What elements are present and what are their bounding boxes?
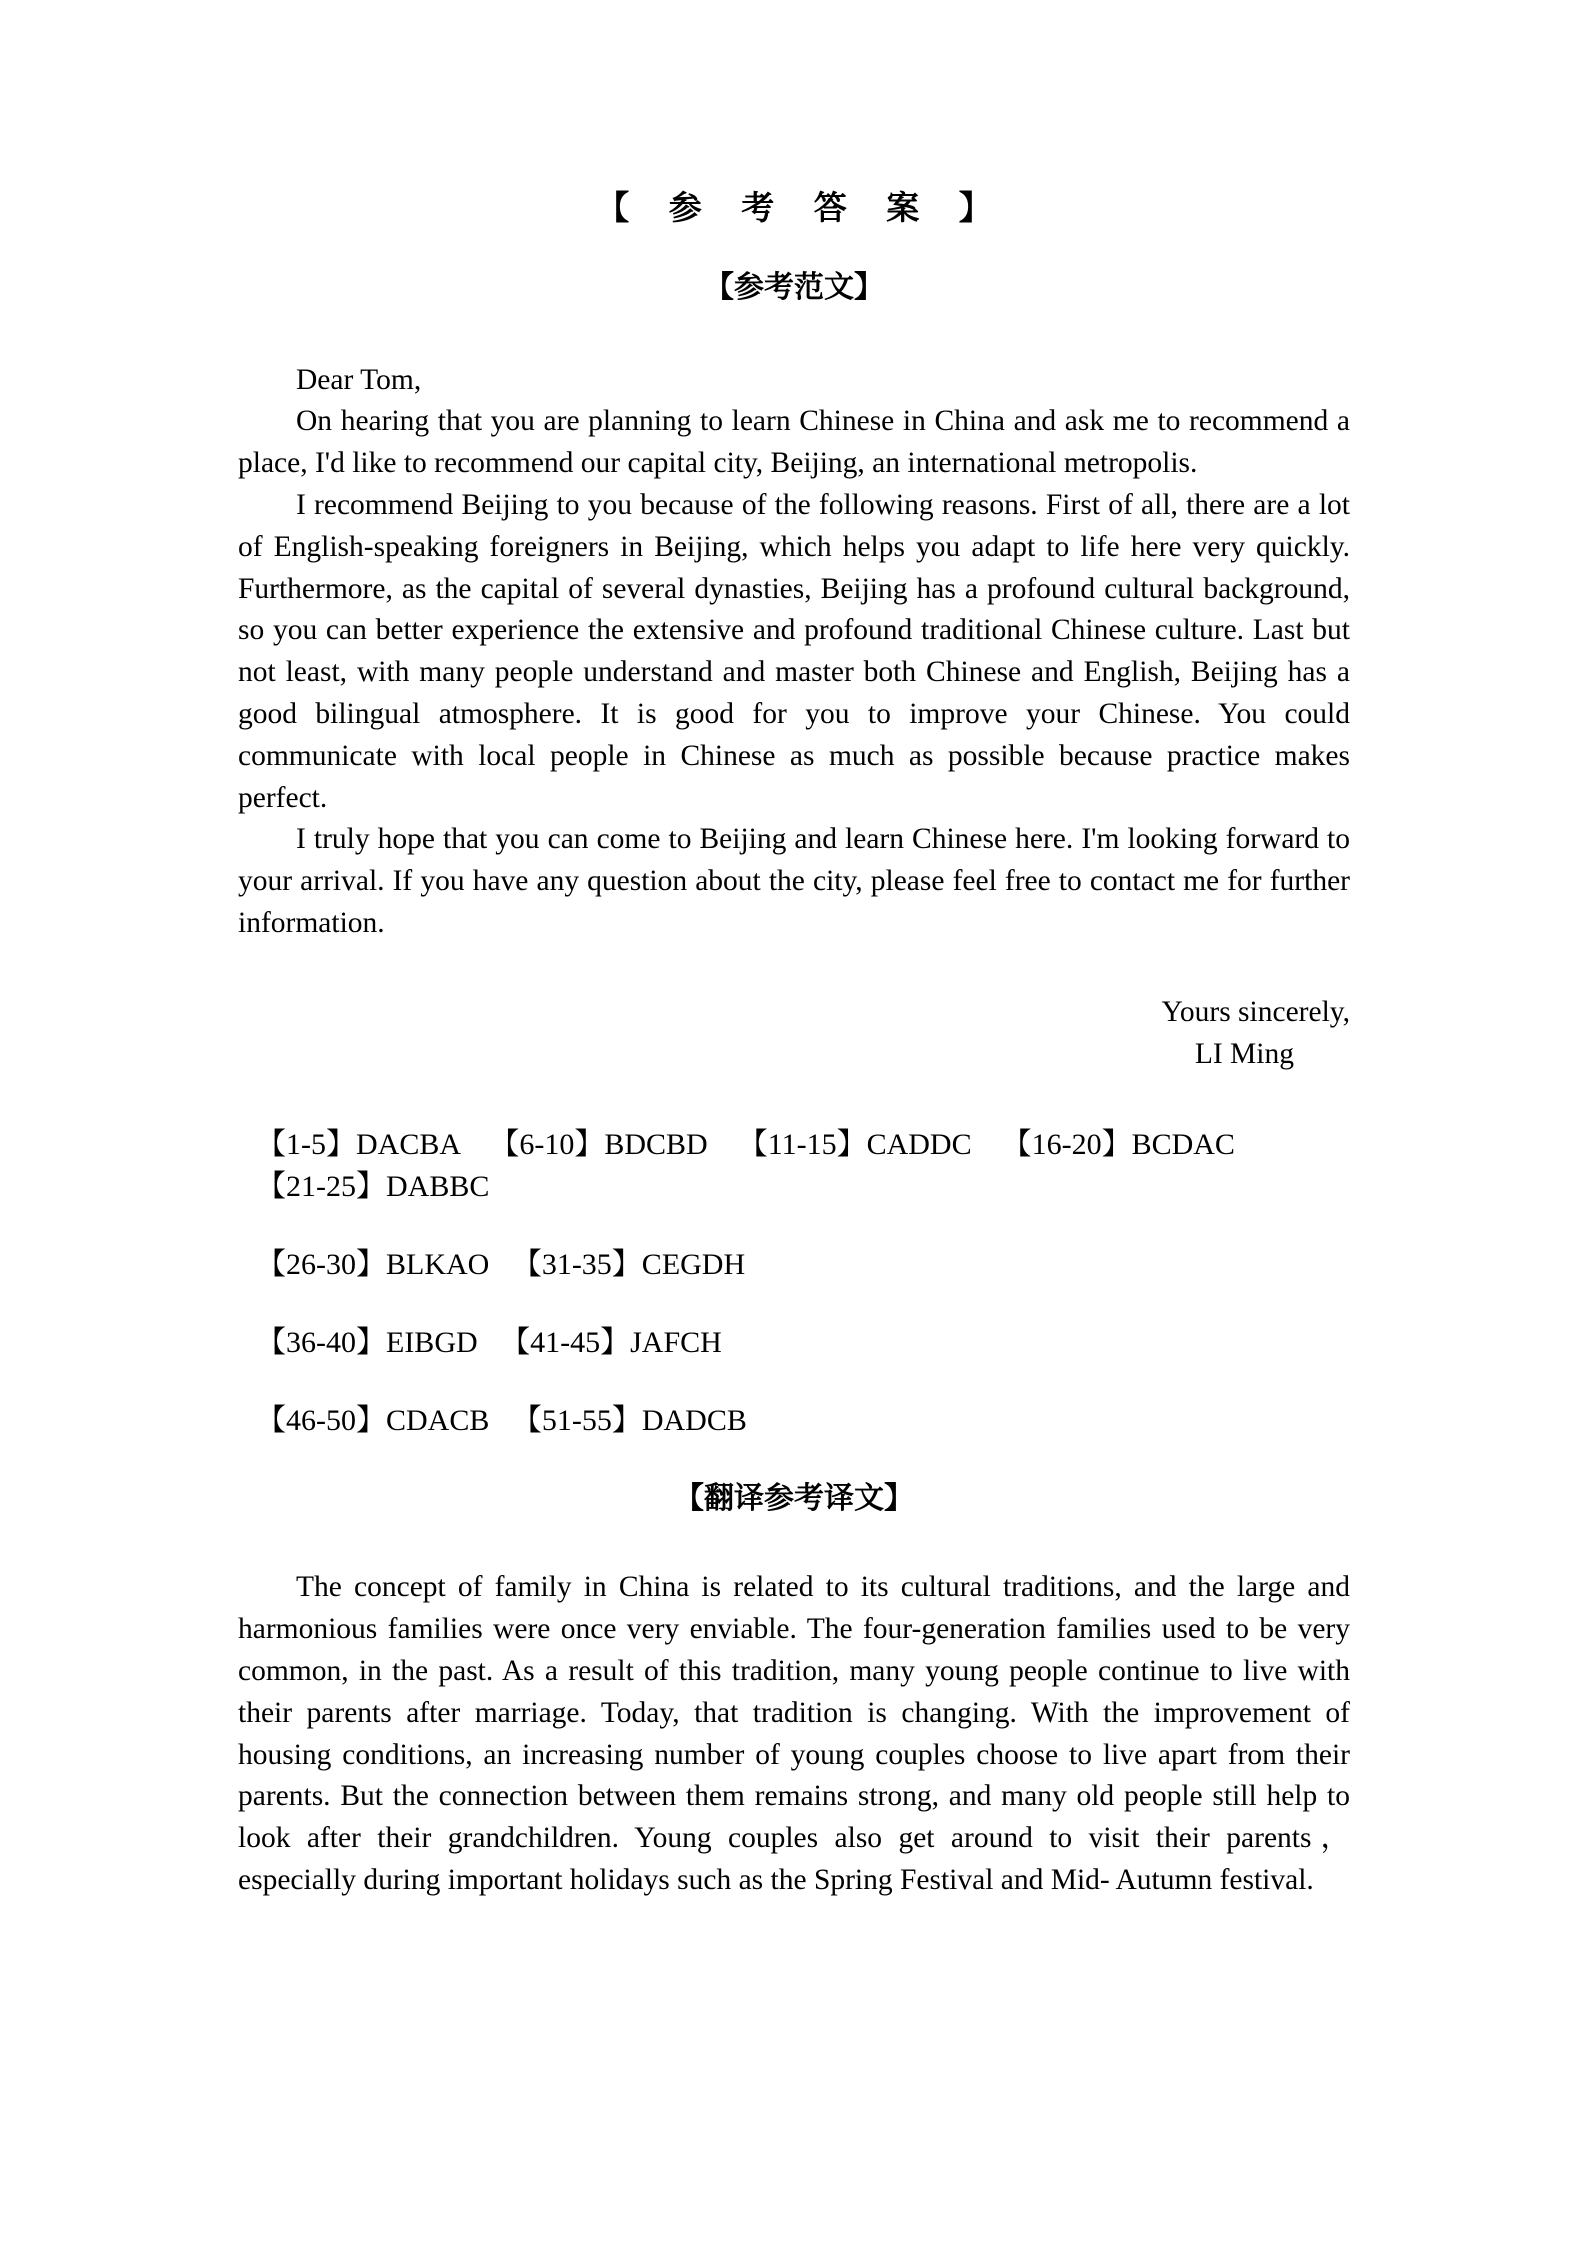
translation-body [238, 1517, 1350, 1901]
letter-paragraph-2: I recommend Beijing to you because of the following reasons. First of all, there are a lot of English-speaking foreigners in Beijing, which helps you adapt to life here very quickly. Furthermore, as the capital of several dynasties, Beijing has a profound cultural background, so you can better experience the extensive and profound traditional Chinese culture. Last but not least, with many people understand and master both Chinese and English, Beijing has a good bilingual atmosphere. It is good for you to improve your Chinese. You could communicate with local people in Chinese as much as possible because practice makes perfect. [238, 488, 1350, 814]
translation-heading-wrap [238, 1441, 1350, 1517]
answer-row: 【26-30】BLKAO 【31-35】CEGDH [256, 1247, 746, 1281]
letter-paragraph-3: I truly hope that you can come to Beijing and learn Chinese here. I'm looking forward to your arrival. If you have any question about the city, please feel free to contact me for further information. [238, 823, 1350, 939]
answer-row: 【21-25】DABBC [256, 1170, 490, 1204]
answer-key [238, 1075, 1350, 1441]
letter-signature [238, 945, 1350, 1076]
answer-row: 【36-40】EIBGD 【41-45】JAFCH [256, 1325, 722, 1359]
document-content [238, 0, 1350, 1902]
letter-salutation: Dear Tom, [296, 363, 422, 396]
answer-row: 【1-5】DACBA 【6-10】BDCBD 【11-15】CADDC 【16-20】BCDAC [256, 1128, 1235, 1162]
page-title: 【 参 考 答 案 】 [596, 188, 1006, 227]
translation-heading: 【翻译参考译文】 [674, 1481, 914, 1517]
signature-closing: Yours sincerely, [1161, 995, 1350, 1028]
signature-name: LI Ming [1194, 1037, 1294, 1070]
translation-paragraph: The concept of family in China is related to its cultural traditions, and the large and harmonious families were once very enviable. The four-generation families used to be very common, in the past. As a result of this tradition, many young people continue to live with their parents after marriage. Today, that tradition is changing. With the improvement of housing conditions, an increasing number of young couples choose to live apart from their parents. But the connection between them remains strong, and many old people still help to look after their grandchildren. Young couples also get around to visit their parents，especially during important holidays such as the Spring Festival and Mid- Autumn festival. [238, 1571, 1350, 1896]
sample-essay-heading: 【参考范文】 [704, 269, 884, 305]
letter-paragraph-1: On hearing that you are planning to learn Chinese in China and ask me to recommend a place, I'd like to recommend our capital city, Beijing, an international metropolis. [238, 405, 1350, 480]
answer-row: 【46-50】CDACB 【51-55】DADCB [256, 1403, 747, 1437]
sample-letter [238, 306, 1350, 1076]
